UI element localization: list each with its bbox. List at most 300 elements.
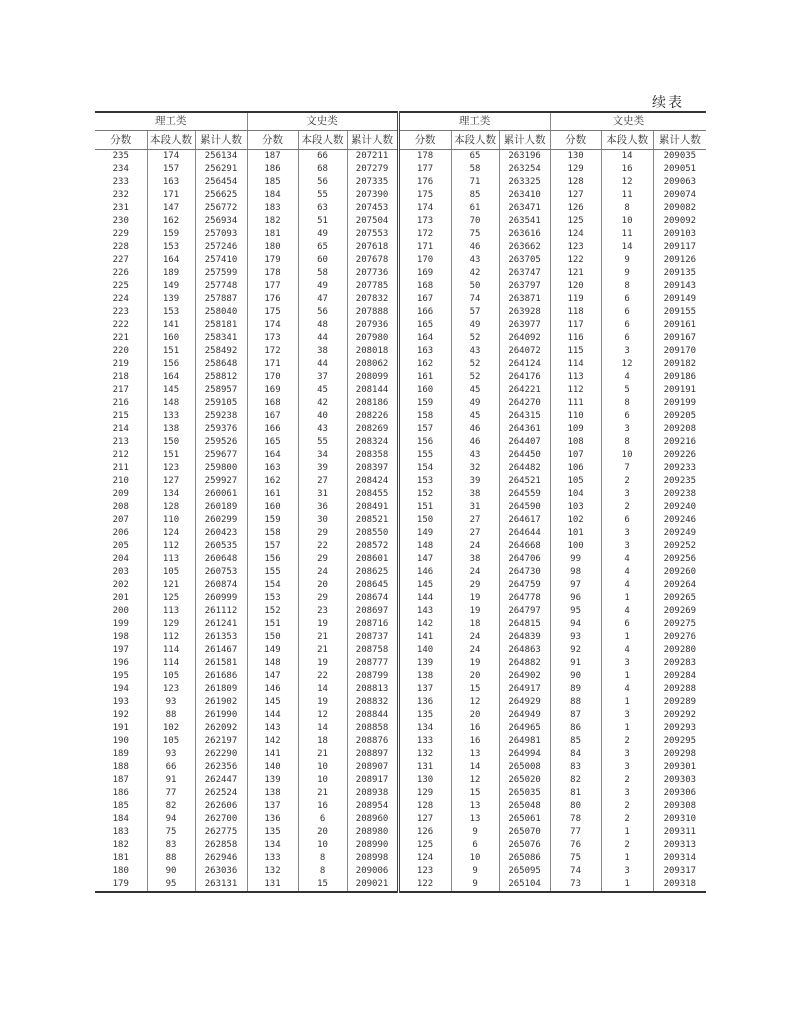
cell-cumulative-count: 265104: [499, 878, 550, 892]
cell-score: 226: [112, 268, 129, 278]
cell-score: 118: [550, 306, 601, 319]
cell-segment-count: 10: [298, 774, 347, 787]
cell-score: 177: [247, 280, 298, 293]
cell-cumulative-count: 264797: [499, 605, 550, 618]
cell-segment-count: 2: [601, 839, 653, 852]
cell-segment-count: 9: [451, 826, 499, 839]
cell-score: 168: [398, 280, 451, 293]
cell-cumulative-count: 258040: [195, 306, 247, 319]
cell-segment-count: 39: [298, 462, 347, 475]
cell-segment-count: 113: [147, 605, 195, 618]
cell-score: 86: [550, 722, 601, 735]
cell-segment-count: 44: [298, 358, 347, 371]
cell-cumulative-count: 207888: [347, 306, 398, 319]
cell-segment-count: 45: [298, 384, 347, 397]
cell-score: 143: [398, 605, 451, 618]
cell-cumulative-count: 263254: [499, 163, 550, 176]
cell-score: 189: [112, 749, 129, 759]
table-row: [95, 358, 706, 371]
cell-score: 169: [398, 267, 451, 280]
cell-score: 125: [550, 215, 601, 228]
cell-cumulative-count: 209205: [653, 410, 706, 423]
cell-score: 122: [398, 878, 451, 892]
cell-score: 133: [398, 735, 451, 748]
table-row: [95, 826, 706, 839]
table-row: [95, 670, 706, 683]
cell-score: 131: [247, 878, 298, 892]
cell-cumulative-count: 209288: [653, 683, 706, 696]
cell-cumulative-count: 208960: [347, 813, 398, 826]
cell-cumulative-count: 263797: [499, 280, 550, 293]
cell-segment-count: 3: [601, 865, 653, 878]
cell-cumulative-count: 264730: [499, 566, 550, 579]
cell-segment-count: 110: [147, 514, 195, 527]
cell-cumulative-count: 209292: [653, 709, 706, 722]
cell-cumulative-count: 209318: [653, 878, 706, 892]
cell-segment-count: 55: [298, 436, 347, 449]
cell-score: 124: [398, 852, 451, 865]
cell-score: 204: [112, 554, 129, 564]
cell-segment-count: 10: [451, 852, 499, 865]
cell-score: 177: [398, 163, 451, 176]
cell-score: 141: [247, 748, 298, 761]
cell-cumulative-count: 207785: [347, 280, 398, 293]
cell-cumulative-count: 207211: [347, 150, 398, 164]
cell-cumulative-count: 258648: [195, 358, 247, 371]
cell-score: 151: [398, 501, 451, 514]
cell-segment-count: 105: [147, 670, 195, 683]
cell-score: 187: [112, 775, 129, 785]
cell-segment-count: 151: [147, 345, 195, 358]
cell-segment-count: 128: [147, 501, 195, 514]
cell-cumulative-count: 264981: [499, 735, 550, 748]
cell-cumulative-count: 209161: [653, 319, 706, 332]
cell-segment-count: 44: [298, 332, 347, 345]
cell-segment-count: 6: [601, 319, 653, 332]
cell-cumulative-count: 261902: [195, 696, 247, 709]
cell-cumulative-count: 209293: [653, 722, 706, 735]
cell-cumulative-count: 256291: [195, 163, 247, 176]
cell-score: 185: [247, 176, 298, 189]
cell-cumulative-count: 263410: [499, 189, 550, 202]
cell-cumulative-count: 260423: [195, 527, 247, 540]
table-row: [95, 631, 706, 644]
cell-score: 144: [247, 709, 298, 722]
cell-cumulative-count: 257748: [195, 280, 247, 293]
cell-segment-count: 3: [601, 657, 653, 670]
cell-segment-count: 11: [601, 189, 653, 202]
cell-cumulative-count: 208990: [347, 839, 398, 852]
cell-score: 182: [112, 840, 129, 850]
cell-segment-count: 68: [298, 163, 347, 176]
cell-score: 186: [247, 163, 298, 176]
table-row: [95, 423, 706, 436]
cell-cumulative-count: 264521: [499, 475, 550, 488]
cell-score: 222: [112, 320, 129, 330]
cell-cumulative-count: 257410: [195, 254, 247, 267]
cell-segment-count: 21: [298, 787, 347, 800]
cell-score: 138: [398, 670, 451, 683]
cell-cumulative-count: 264902: [499, 670, 550, 683]
cell-segment-count: 1: [601, 696, 653, 709]
cell-segment-count: 148: [147, 397, 195, 410]
cell-score: 202: [112, 580, 129, 590]
cell-segment-count: 58: [451, 163, 499, 176]
cell-cumulative-count: 208938: [347, 787, 398, 800]
cell-cumulative-count: 208697: [347, 605, 398, 618]
cell-score: 194: [112, 684, 129, 694]
cell-segment-count: 52: [451, 371, 499, 384]
cell-cumulative-count: 209317: [653, 865, 706, 878]
cell-segment-count: 164: [147, 254, 195, 267]
cell-score: 154: [398, 462, 451, 475]
cell-cumulative-count: 208737: [347, 631, 398, 644]
cell-segment-count: 6: [601, 306, 653, 319]
cell-segment-count: 29: [298, 527, 347, 540]
table-row: [95, 254, 706, 267]
cell-cumulative-count: 208424: [347, 475, 398, 488]
cell-cumulative-count: 256454: [195, 176, 247, 189]
cell-segment-count: 29: [298, 592, 347, 605]
cell-segment-count: 4: [601, 683, 653, 696]
cell-cumulative-count: 209092: [653, 215, 706, 228]
cell-segment-count: 31: [451, 501, 499, 514]
cell-cumulative-count: 208572: [347, 540, 398, 553]
cell-cumulative-count: 208799: [347, 670, 398, 683]
cell-score: 139: [247, 774, 298, 787]
cell-cumulative-count: 209149: [653, 293, 706, 306]
cell-cumulative-count: 258957: [195, 384, 247, 397]
cell-cumulative-count: 209226: [653, 449, 706, 462]
table-row: [95, 787, 706, 800]
cell-segment-count: 27: [298, 475, 347, 488]
cell-segment-count: 112: [147, 540, 195, 553]
cell-score: 172: [247, 345, 298, 358]
cell-segment-count: 105: [147, 566, 195, 579]
cell-segment-count: 65: [451, 150, 499, 164]
cell-segment-count: 46: [451, 241, 499, 254]
cell-cumulative-count: 259800: [195, 462, 247, 475]
cell-cumulative-count: 264965: [499, 722, 550, 735]
cell-cumulative-count: 261112: [195, 605, 247, 618]
cell-score: 233: [112, 177, 129, 187]
cell-segment-count: 32: [451, 462, 499, 475]
cell-score: 143: [247, 722, 298, 735]
cell-segment-count: 95: [147, 878, 195, 892]
cell-segment-count: 3: [601, 709, 653, 722]
cell-segment-count: 49: [451, 319, 499, 332]
cell-cumulative-count: 209143: [653, 280, 706, 293]
cell-score: 116: [550, 332, 601, 345]
cell-cumulative-count: 264882: [499, 657, 550, 670]
cell-segment-count: 38: [451, 488, 499, 501]
cell-cumulative-count: 265035: [499, 787, 550, 800]
table-row: [95, 202, 706, 215]
cell-cumulative-count: 209235: [653, 475, 706, 488]
cell-score: 89: [550, 683, 601, 696]
cell-score: 175: [398, 189, 451, 202]
cell-score: 176: [398, 176, 451, 189]
cell-score: 171: [247, 358, 298, 371]
cell-score: 151: [247, 618, 298, 631]
cell-cumulative-count: 209249: [653, 527, 706, 540]
cell-cumulative-count: 264559: [499, 488, 550, 501]
cell-segment-count: 1: [601, 878, 653, 892]
table-row: [95, 579, 706, 592]
cell-score: 181: [112, 853, 129, 863]
table-row: [95, 241, 706, 254]
cell-cumulative-count: 209310: [653, 813, 706, 826]
cell-score: 140: [247, 761, 298, 774]
cell-segment-count: 145: [147, 384, 195, 397]
cell-cumulative-count: 263196: [499, 150, 550, 164]
cell-score: 93: [550, 631, 601, 644]
cell-cumulative-count: 208954: [347, 800, 398, 813]
cell-score: 159: [398, 397, 451, 410]
cell-cumulative-count: 259105: [195, 397, 247, 410]
cell-score: 187: [247, 150, 298, 164]
cell-score: 130: [398, 774, 451, 787]
cell-cumulative-count: 208062: [347, 358, 398, 371]
cell-segment-count: 6: [601, 514, 653, 527]
cell-segment-count: 4: [601, 566, 653, 579]
cell-cumulative-count: 208269: [347, 423, 398, 436]
cell-cumulative-count: 265086: [499, 852, 550, 865]
table-row: [95, 735, 706, 748]
cell-score: 155: [247, 566, 298, 579]
cell-score: 83: [550, 761, 601, 774]
cell-segment-count: 16: [451, 735, 499, 748]
cell-cumulative-count: 264778: [499, 592, 550, 605]
cell-segment-count: 88: [147, 852, 195, 865]
cell-segment-count: 56: [298, 306, 347, 319]
table-row: [95, 722, 706, 735]
cell-cumulative-count: 257246: [195, 241, 247, 254]
cell-segment-count: 63: [298, 202, 347, 215]
cell-segment-count: 160: [147, 332, 195, 345]
cell-segment-count: 19: [298, 618, 347, 631]
cell-score: 178: [398, 150, 451, 164]
cell-segment-count: 189: [147, 267, 195, 280]
cell-segment-count: 147: [147, 202, 195, 215]
cell-score: 139: [398, 657, 451, 670]
cell-segment-count: 4: [601, 371, 653, 384]
table-row: [95, 566, 706, 579]
cell-cumulative-count: 262290: [195, 748, 247, 761]
cell-cumulative-count: 256934: [195, 215, 247, 228]
cell-cumulative-count: 264124: [499, 358, 550, 371]
cell-segment-count: 19: [298, 696, 347, 709]
table-row: [95, 878, 706, 892]
cell-cumulative-count: 208917: [347, 774, 398, 787]
cell-segment-count: 174: [147, 150, 195, 164]
cell-score: 196: [112, 658, 129, 668]
cell-score: 223: [112, 307, 129, 317]
cell-segment-count: 71: [451, 176, 499, 189]
cell-cumulative-count: 256625: [195, 189, 247, 202]
cell-cumulative-count: 208777: [347, 657, 398, 670]
cell-segment-count: 51: [298, 215, 347, 228]
cell-cumulative-count: 209021: [347, 878, 398, 892]
cell-score: 78: [550, 813, 601, 826]
cell-cumulative-count: 265008: [499, 761, 550, 774]
cell-cumulative-count: 209216: [653, 436, 706, 449]
cell-segment-count: 23: [298, 605, 347, 618]
cell-cumulative-count: 208186: [347, 397, 398, 410]
cell-score: 94: [550, 618, 601, 631]
cell-score: 179: [247, 254, 298, 267]
cell-cumulative-count: 208144: [347, 384, 398, 397]
cell-segment-count: 60: [298, 254, 347, 267]
cell-cumulative-count: 207936: [347, 319, 398, 332]
cell-segment-count: 112: [147, 631, 195, 644]
cell-cumulative-count: 208716: [347, 618, 398, 631]
cell-cumulative-count: 263747: [499, 267, 550, 280]
cell-segment-count: 14: [298, 722, 347, 735]
cell-segment-count: 70: [451, 215, 499, 228]
cell-cumulative-count: 265020: [499, 774, 550, 787]
cell-cumulative-count: 260874: [195, 579, 247, 592]
cell-cumulative-count: 208397: [347, 462, 398, 475]
group-header-science-2: 理工类: [398, 112, 550, 131]
cell-cumulative-count: 208226: [347, 410, 398, 423]
cell-segment-count: 1: [601, 670, 653, 683]
cell-segment-count: 20: [451, 670, 499, 683]
cell-score: 155: [398, 449, 451, 462]
cell-score: 77: [550, 826, 601, 839]
cell-score: 174: [247, 319, 298, 332]
cell-score: 145: [247, 696, 298, 709]
cell-cumulative-count: 208521: [347, 514, 398, 527]
cell-cumulative-count: 209264: [653, 579, 706, 592]
cell-cumulative-count: 262606: [195, 800, 247, 813]
cell-segment-count: 19: [451, 592, 499, 605]
cell-segment-count: 21: [298, 631, 347, 644]
cell-segment-count: 11: [601, 228, 653, 241]
cell-cumulative-count: 209170: [653, 345, 706, 358]
cell-cumulative-count: 264668: [499, 540, 550, 553]
cell-score: 158: [247, 527, 298, 540]
table-row: [95, 800, 706, 813]
cell-cumulative-count: 259927: [195, 475, 247, 488]
cell-segment-count: 77: [147, 787, 195, 800]
cell-score: 207: [112, 515, 129, 525]
cell-score: 136: [247, 813, 298, 826]
cell-segment-count: 164: [147, 371, 195, 384]
cell-cumulative-count: 208358: [347, 449, 398, 462]
cell-score: 163: [247, 462, 298, 475]
cell-score: 134: [247, 839, 298, 852]
cell-score: 165: [247, 436, 298, 449]
cell-segment-count: 93: [147, 748, 195, 761]
cell-segment-count: 163: [147, 176, 195, 189]
cell-score: 229: [112, 229, 129, 239]
cell-cumulative-count: 265070: [499, 826, 550, 839]
cell-score: 80: [550, 800, 601, 813]
cell-score: 235: [112, 151, 129, 161]
cell-score: 135: [398, 709, 451, 722]
cell-cumulative-count: 263928: [499, 306, 550, 319]
cell-score: 167: [398, 293, 451, 306]
cell-cumulative-count: 208980: [347, 826, 398, 839]
cell-cumulative-count: 257887: [195, 293, 247, 306]
table-row: [95, 657, 706, 670]
table-row: [95, 618, 706, 631]
cell-score: 186: [112, 788, 129, 798]
cell-cumulative-count: 209167: [653, 332, 706, 345]
cell-segment-count: 2: [601, 774, 653, 787]
cell-cumulative-count: 208813: [347, 683, 398, 696]
cell-segment-count: 12: [298, 709, 347, 722]
cell-cumulative-count: 257599: [195, 267, 247, 280]
cell-segment-count: 138: [147, 423, 195, 436]
col-header-segment-count: 本段人数: [601, 131, 653, 150]
cell-cumulative-count: 259677: [195, 449, 247, 462]
cell-segment-count: 94: [147, 813, 195, 826]
cell-cumulative-count: 207504: [347, 215, 398, 228]
cell-segment-count: 24: [298, 566, 347, 579]
cell-segment-count: 3: [601, 488, 653, 501]
cell-cumulative-count: 207553: [347, 228, 398, 241]
cell-cumulative-count: 208876: [347, 735, 398, 748]
cell-cumulative-count: 208674: [347, 592, 398, 605]
cell-segment-count: 2: [601, 475, 653, 488]
cell-segment-count: 24: [451, 540, 499, 553]
cell-cumulative-count: 208099: [347, 371, 398, 384]
cell-cumulative-count: 209186: [653, 371, 706, 384]
cell-score: 82: [550, 774, 601, 787]
cell-score: 205: [112, 541, 129, 551]
cell-cumulative-count: 263871: [499, 293, 550, 306]
table-row: [95, 293, 706, 306]
cell-score: 96: [550, 592, 601, 605]
cell-segment-count: 91: [147, 774, 195, 787]
cell-segment-count: 129: [147, 618, 195, 631]
cell-segment-count: 82: [147, 800, 195, 813]
cell-segment-count: 9: [601, 267, 653, 280]
cell-segment-count: 114: [147, 644, 195, 657]
cell-score: 160: [247, 501, 298, 514]
cell-cumulative-count: 208844: [347, 709, 398, 722]
cell-segment-count: 12: [601, 176, 653, 189]
col-header-cumulative-count: 累计人数: [653, 131, 706, 150]
col-header-score: 分数: [550, 131, 601, 150]
cell-score: 132: [398, 748, 451, 761]
cell-score: 195: [112, 671, 129, 681]
cell-score: 88: [550, 696, 601, 709]
cell-cumulative-count: 264450: [499, 449, 550, 462]
cell-score: 180: [247, 241, 298, 254]
cell-cumulative-count: 265076: [499, 839, 550, 852]
cell-score: 112: [550, 384, 601, 397]
cell-score: 221: [112, 333, 129, 343]
cell-score: 137: [247, 800, 298, 813]
cell-score: 183: [112, 827, 129, 837]
cell-segment-count: 149: [147, 280, 195, 293]
cell-cumulative-count: 208324: [347, 436, 398, 449]
cell-cumulative-count: 209303: [653, 774, 706, 787]
table-row: [95, 644, 706, 657]
cell-score: 159: [247, 514, 298, 527]
cell-segment-count: 9: [601, 254, 653, 267]
cell-segment-count: 4: [601, 579, 653, 592]
cell-segment-count: 27: [451, 514, 499, 527]
continued-label: 续表: [652, 95, 684, 111]
cell-segment-count: 18: [451, 618, 499, 631]
cell-score: 181: [247, 228, 298, 241]
cell-cumulative-count: 262775: [195, 826, 247, 839]
cell-score: 115: [550, 345, 601, 358]
